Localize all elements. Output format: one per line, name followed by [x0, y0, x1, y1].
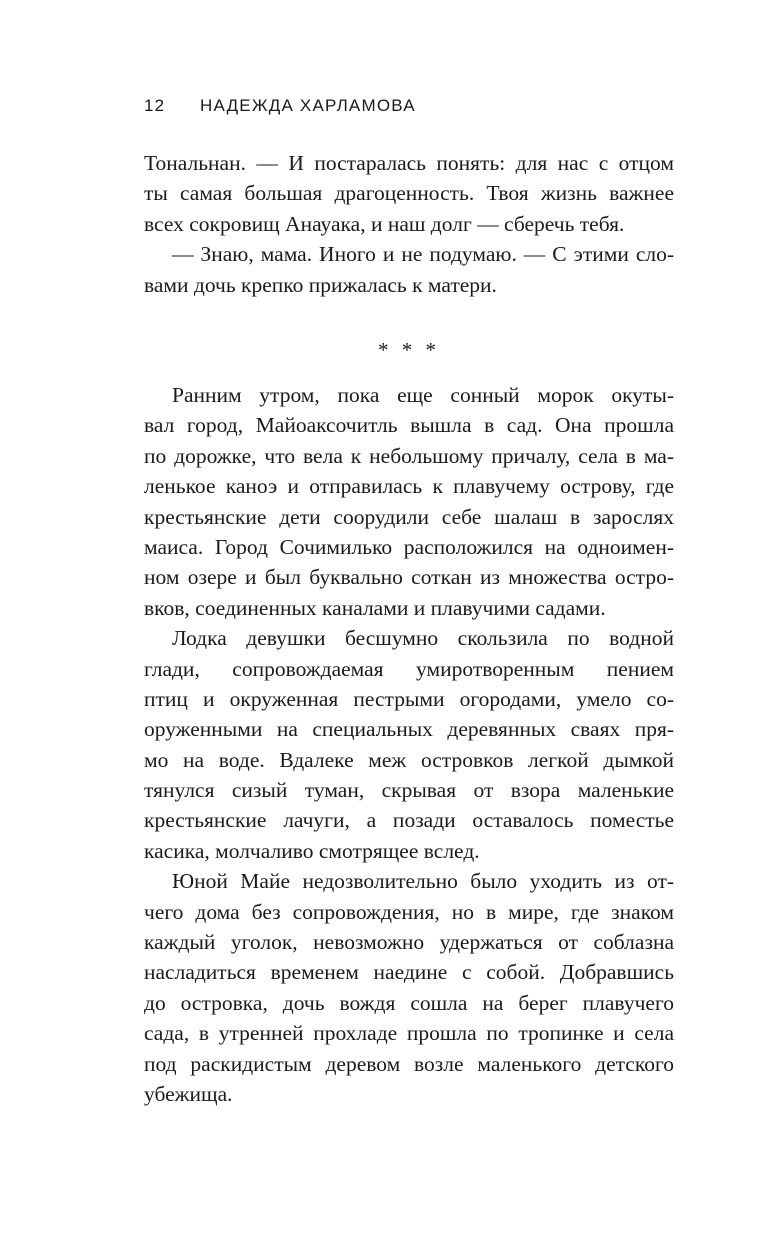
text-line: до островка, дочь вождя сошла на берег плавучего: [144, 990, 674, 1015]
text-line: крестьянские дети соорудили себе шалаш в зарослях: [144, 504, 674, 529]
text-line: крестьянские лачуги, а позади оставалось поместье: [144, 808, 674, 833]
text-line: чего дома без сопровождения, но в мире, где знаком: [144, 899, 674, 924]
text-line: насладиться временем наедине с собой. Добравшись: [144, 960, 674, 985]
author-name: НАДЕЖДА ХАРЛАМОВА: [200, 96, 416, 115]
text-line: маиса. Город Сочимилько расположился на одноимен-: [144, 534, 674, 559]
text-line: Ранним утром, пока еще сонный морок окуты-: [172, 383, 674, 407]
text-line: вков, соединенных каналами и плавучими садами.: [144, 595, 606, 620]
text-line: мо на воде. Вдалеке меж островков легкой дымкой: [144, 747, 674, 772]
text-block-dialogue: [144, 148, 674, 300]
section-break: * * *: [378, 338, 440, 362]
text-line: тянулся сизый туман, скрывая от взора маленькие: [144, 778, 674, 803]
text-line: сада, в утренней прохладе прошла по тропинке и села: [144, 1021, 674, 1046]
text-line: убежища.: [144, 1081, 233, 1106]
text-line: вал город, Майоаксочитль вышла в сад. Она прошла: [144, 413, 674, 438]
text-line: ты самая большая драгоценность. Твоя жизнь важнее: [144, 181, 674, 206]
running-head: [144, 96, 416, 116]
text-block-narrative: [144, 380, 674, 1109]
text-line: касика, молчаливо смотрящее вслед.: [144, 838, 480, 863]
text-line: Лодка девушки бесшумно скользила по водной: [172, 626, 674, 651]
text-line: ном озере и был буквально соткан из множества остро-: [144, 565, 674, 590]
text-line: всех сокровищ Анауака, и наш долг — сберечь тебя.: [144, 211, 625, 236]
text-line: по дорожке, что вела к небольшому причалу, села в ма-: [144, 443, 674, 468]
text-line: — Знаю, мама. Иного и не подумаю. — С этими сло-: [172, 242, 674, 267]
text-line: птиц и окруженная пестрыми огородами, умело со-: [144, 686, 674, 711]
text-line: ленькое каноэ и отправилась к плавучему острову, где: [144, 474, 674, 499]
text-line: каждый уголок, невозможно удержаться от соблазна: [144, 930, 674, 955]
text-line: Тональнан. — И постаралась понять: для нас с отцом: [144, 151, 674, 175]
text-line: вами дочь крепко прижалась к матери.: [144, 272, 497, 297]
text-line: глади, сопровождаемая умиротворенным пением: [144, 656, 674, 681]
text-line: под раскидистым деревом возле маленького детского: [144, 1051, 674, 1076]
text-line: оруженными на специальных деревянных сваях пря-: [144, 717, 674, 742]
text-line: Юной Майе недозволительно было уходить из от-: [172, 869, 674, 894]
page-number: 12: [144, 96, 166, 115]
